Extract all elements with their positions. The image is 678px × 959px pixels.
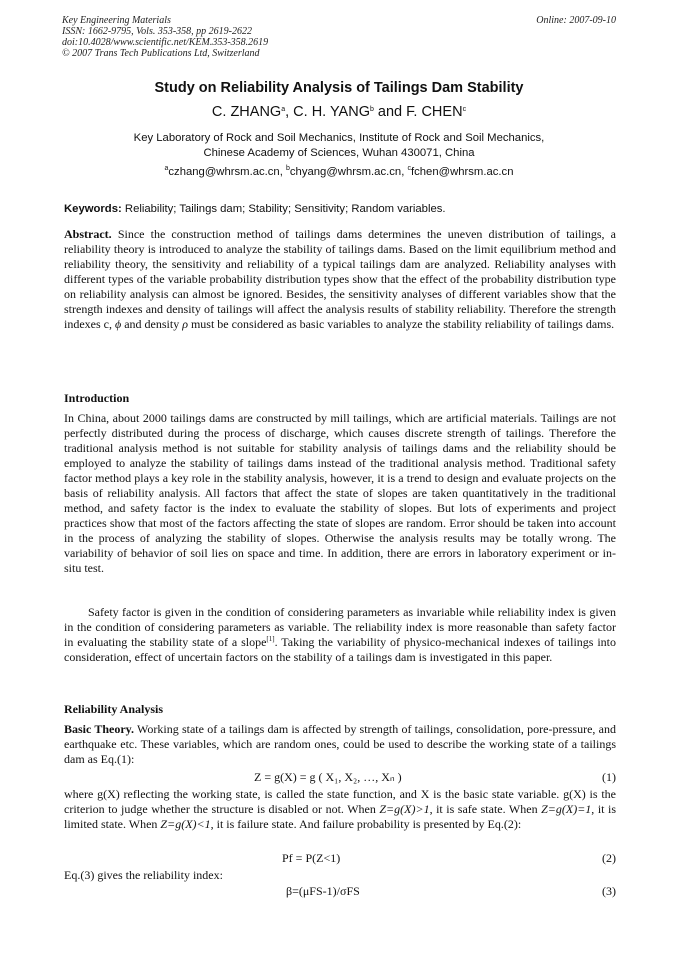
intro-p2-text-a: Safety factor is given in the condition of considering parameters as invariable while reliability index is given in the condition of considering parameters as variable. The reliability index is more reasonable than safety factor in evaluating the stability state of a slope: [64, 605, 616, 649]
condition-safe: Z=g(X)>1: [379, 802, 430, 816]
author-2-sup: b: [369, 106, 374, 113]
equation-3-number: (3): [602, 884, 616, 898]
abstract: [64, 227, 616, 332]
author-2: C. H. YANG: [293, 104, 370, 120]
journal-issn: ISSN: 1662-9795, Vols. 353-358, pp 2619-2622: [62, 26, 252, 37]
author-emails: [62, 166, 616, 178]
state-function-paragraph: [64, 787, 616, 832]
equation-1-formula: Z = g(X) = g ( X₁, X₂, …, Xₙ ): [254, 770, 402, 784]
affiliation: [62, 131, 616, 161]
reliability-index-intro: Eq.(3) gives the reliability index:: [64, 868, 223, 882]
keywords-text: Reliability; Tailings dam; Stability; Sensitivity; Random variables.: [124, 203, 446, 215]
citation-ref-1: [1]: [266, 635, 275, 643]
abstract-text-3: must be considered as basic variables to analyze the stability reliability of tailings dams.: [190, 317, 615, 331]
online-date: Online: 2007-09-10: [536, 15, 616, 26]
introduction-paragraph-1: In China, about 2000 tailings dams are constructed by mill tailings, which are artificial materials. Tailings are not perfectly distributed during the process of discharge, which causes discrete strength of tailings. Therefore the traditional analysis method is not suitable for stability analysis of tailings dams and the reliability should be employed to analyze the stability of tailings dams instead of the traditional analysis method. Traditional safety factor method plays a key role in the stability analysis, however, it is a trend to design and evaluate projects on the basis of reliability analysis. All factors that affect the state of slopes are taken quantitatively in the traditional method, and safety factor is the index to evaluate the stability of slopes. But lots of experiments and project practices show that most of the factors affecting the state of slopes are random. Error should be taken into account in the process of analyzing the stability of slopes. Otherwise the analysis results may be totally wrong. The variability of behavior of soil lies on space and time. In addition, there are errors in laboratory experiment or in-situ test.: [64, 411, 616, 575]
email-3-sup: c: [407, 165, 411, 172]
introduction-paragraph-2: [64, 605, 616, 665]
condition-limited: Z=g(X)=1: [541, 802, 592, 816]
equation-2-formula: Pf = P(Z<1): [282, 851, 341, 865]
author-3-sup: c: [462, 106, 467, 113]
paper-title: Study on Reliability Analysis of Tailings Dam Stability: [154, 80, 524, 96]
affiliation-line-2: Chinese Academy of Sciences, Wuhan 430071, China: [203, 147, 475, 159]
author-1: C. ZHANG: [211, 104, 282, 120]
abstract-label: Abstract.: [64, 227, 112, 241]
author-list: C. ZHANG$^a$, C. H. YANG$^b$ and F. CHEN$^c$: [211, 104, 467, 120]
state-text-b: , it is safe state. When: [429, 802, 538, 816]
email-3: fchen@whrsm.ac.cn: [410, 166, 514, 178]
affiliation-line-1: Key Laboratory of Rock and Soil Mechanics, Institute of Rock and Soil Mechanics,: [133, 132, 545, 144]
keywords: [64, 203, 616, 215]
state-text-c: , it is limited state. When: [64, 802, 616, 831]
condition-failure: Z=g(X)<1: [160, 817, 211, 831]
journal-name: Key Engineering Materials: [62, 15, 171, 26]
basic-theory-label: Basic Theory.: [64, 722, 135, 736]
equation-2-number: (2): [602, 851, 616, 865]
basic-theory-paragraph: [64, 722, 616, 767]
email-1: czhang@whrsm.ac.cn,: [168, 166, 283, 178]
email-1-sup: a: [164, 165, 169, 172]
reliability-heading: Reliability Analysis: [64, 702, 164, 716]
equation-1: [64, 770, 616, 786]
intro-p2-text-b: . Taking the variability of physico-mechanical indexes of tailings into consideration, effect of uncertain factors on the stability of a tailings dam is investigated in this paper.: [64, 635, 616, 664]
author-3: F. CHEN: [406, 104, 463, 120]
equation-3: [64, 884, 616, 900]
email-2: chyang@whrsm.ac.cn,: [289, 166, 405, 178]
author-and: and: [377, 104, 403, 120]
abstract-text-1: Since the construction method of tailings dams determines the uneven distribution of tailings, a reliability theory is introduced to analyze the stability of tailings dams. Based on the limit equilibrium method and reliability theory, the sensitivity and reliability of a typical tailings dam are analyzed. Reliability analyses with different types of the variable probability distribution types show that the effect of the probability distribution type on reliability analysis can almost be ignored. Besides, the sensitivity analyses of different variables show that the strength indexes and density of tailings will affect the analysis results of stability reliability. Therefore the strength indexes c,: [64, 227, 616, 331]
equation-2: [64, 851, 616, 867]
equation-3-formula: β=(μFS-1)/σFS: [286, 884, 360, 898]
keywords-label: Keywords:: [64, 203, 122, 215]
state-text-d: , it is failure state. And failure probability is presented by Eq.(2):: [210, 817, 522, 831]
journal-doi: doi:10.4028/www.scientific.net/KEM.353-358.2619: [62, 37, 269, 48]
equation-1-number: (1): [602, 770, 616, 784]
introduction-heading: Introduction: [64, 391, 130, 405]
author-1-sup: a: [281, 106, 286, 113]
state-text-a: where g(X) reflecting the working state, is called the state function, and X is the basic state variable. g(X) is the criterion to judge whether the structure is disabled or not. When: [64, 787, 616, 816]
rho-symbol: ρ: [182, 317, 188, 331]
phi-symbol: ϕ: [114, 317, 122, 331]
email-2-sup: b: [285, 165, 290, 172]
abstract-text-2: and density: [124, 317, 180, 331]
journal-header: [62, 15, 616, 59]
journal-copyright: © 2007 Trans Tech Publications Ltd, Switzerland: [62, 48, 260, 59]
basic-theory-text: Working state of a tailings dam is affected by strength of tailings, consolidation, pore-pressure, and earthquake etc. These variables, which are random ones, could be used to describe the working state of a tailings dam as Eq.(1):: [64, 722, 616, 766]
